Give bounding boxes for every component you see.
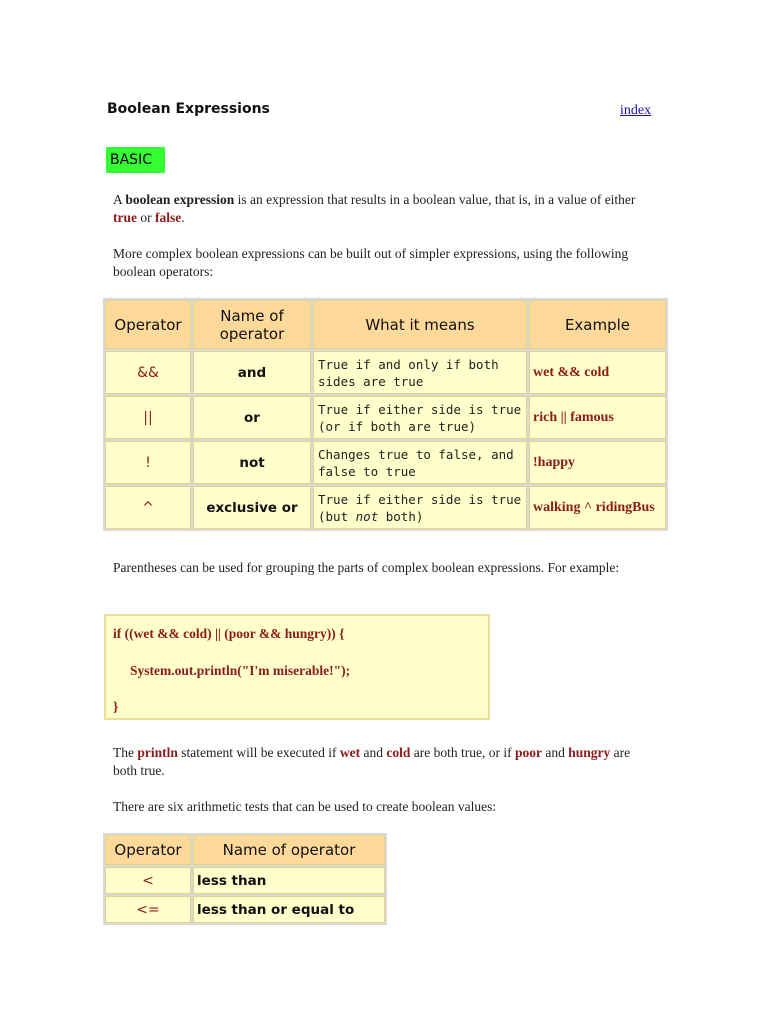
operator-name-cell: less than or equal to [193,896,385,923]
keyword-false: false [155,210,182,225]
operator-name-cell: exclusive or [193,486,311,529]
keyword-poor: poor [514,745,542,760]
arithmetic-intro-paragraph: There are six arithmetic tests that can be used to create boolean values: [113,799,497,814]
meaning-cell: Changes true to false, and false to true [313,441,527,484]
keyword-hungry: hungry [568,745,611,760]
table-row [105,351,666,394]
intro-paragraph [113,191,653,227]
keyword-println: println [137,745,178,760]
text: statement will be executed if [177,745,340,760]
header-operator: Operator [105,835,191,865]
level-badge: BASIC [106,147,165,173]
operator-cell: ^ [105,486,191,529]
term-boolean-expression: boolean expression [125,192,235,207]
meaning-cell: True if and only if both sides are true [313,351,527,394]
text: The [113,745,138,760]
operator-name-cell: or [193,396,311,439]
operators-intro-paragraph: More complex boolean expressions can be built out of simpler expressions, using the following boolean operators: [113,246,629,279]
operator-name-cell: less than [193,867,385,894]
example-cell: rich || famous [529,396,666,439]
header-operator: Operator [105,300,191,349]
boolean-operators-table [103,298,668,531]
table-row [105,896,385,923]
code-line: } [113,699,119,714]
page-title: Boolean Expressions [107,101,270,117]
table-row [105,396,666,439]
text: is an expression that results in a boolean value, that is, in a value of either [234,192,636,207]
index-link[interactable]: index [620,103,652,118]
text: both) [378,508,424,524]
text: True if either side is true (but [318,491,522,524]
emphasis-not: not [355,508,379,524]
header-what-it-means: What it means [313,300,527,349]
code-line: if ((wet && cold) || (poor && hungry)) { [113,626,345,641]
parentheses-paragraph: Parentheses can be used for grouping the parts of complex boolean expressions. For example: [113,560,620,575]
text: are both true, or if [410,745,515,760]
text: and [360,745,387,760]
operator-name-cell: not [193,441,311,484]
example-cell: !happy [529,441,666,484]
text: and [541,745,569,760]
header-example: Example [529,300,666,349]
operator-cell: && [105,351,191,394]
code-example-box [104,614,490,720]
arithmetic-operators-table [103,833,387,925]
operator-cell: ! [105,441,191,484]
meaning-cell [313,486,527,529]
text: are both true. [113,745,631,778]
table-row [105,867,385,894]
example-cell: wet && cold [529,351,666,394]
operator-name-cell: and [193,351,311,394]
text: or [137,210,155,225]
keyword-cold: cold [386,745,411,760]
code-line: System.out.println("I'm miserable!"); [130,663,351,678]
operator-cell: <= [105,896,191,923]
operator-cell: || [105,396,191,439]
table-row [105,441,666,484]
text: . [181,210,185,225]
explanation-paragraph [113,744,653,780]
header-name-of-operator: Name of operator [193,300,311,349]
keyword-true: true [113,210,137,225]
meaning-cell: True if either side is true (or if both are true) [313,396,527,439]
keyword-wet: wet [339,745,361,760]
text: A [113,192,126,207]
operator-cell: < [105,867,191,894]
header-name-of-operator: Name of operator [193,835,385,865]
table-row [105,486,666,529]
example-cell: walking ^ ridingBus [529,486,666,529]
